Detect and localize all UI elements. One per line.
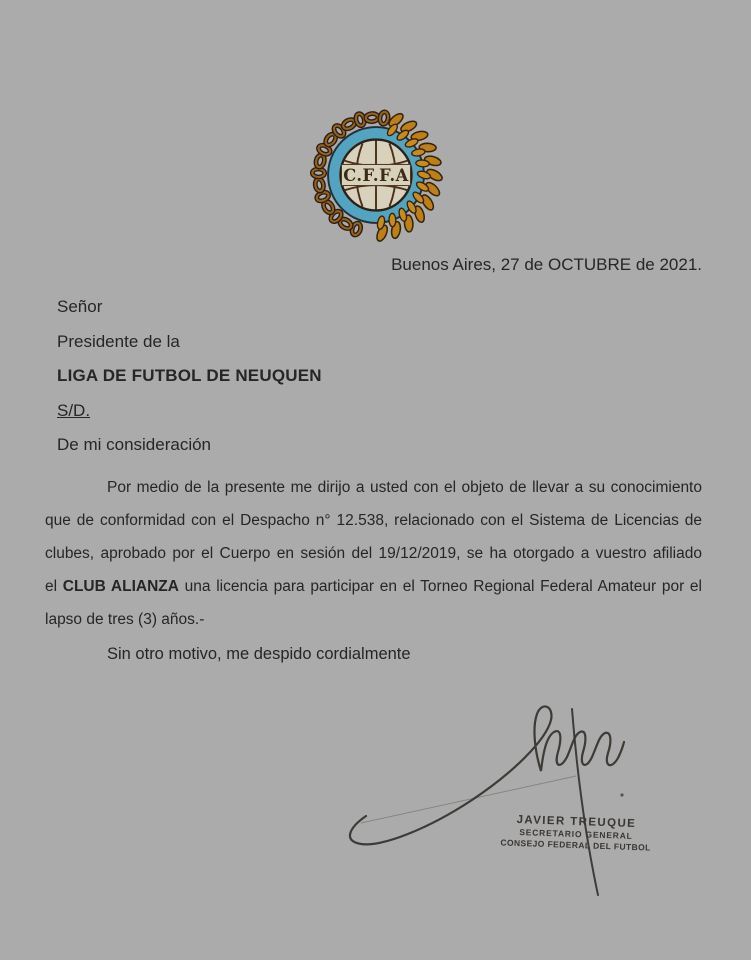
cffa-logo-text: C.F.F.A (343, 166, 409, 186)
letter-body (45, 471, 702, 636)
recipient-greeting: De mi consideración (57, 435, 212, 454)
recipient-salutation: Señor (57, 297, 103, 316)
signer-role: SECRETARIO GENERAL (519, 827, 633, 841)
recipient-organization: LIGA DE FUTBOL DE NEUQUEN (57, 366, 322, 385)
signature-block (495, 813, 656, 854)
body-line-5: lapso de tres (3) años.- (45, 611, 205, 628)
closing-line: Sin otro motivo, me despido cordialmente (107, 645, 411, 663)
body-line-4 (45, 570, 702, 603)
recipient-block (57, 290, 322, 463)
body-line-1: Por medio de la presente me dirijo a usted con el objeto de llevar a su conocimiento (107, 479, 702, 496)
recipient-title: Presidente de la (57, 331, 180, 351)
recipient-sd: S/D. (57, 400, 91, 420)
body-line-4-post: una licencia para participar en el Torneo Regional Federal Amateur por el (178, 578, 702, 595)
date-line: Buenos Aires, 27 de OCTUBRE de 2021. (391, 255, 702, 274)
body-line-3: clubes, aprobado por el Cuerpo en sesión del 19/12/2019, se ha otorgado a vuestro afiliado (45, 545, 702, 562)
body-line-4-pre: el (45, 578, 63, 595)
signer-name: JAVIER TREUQUE (516, 813, 637, 831)
cffa-logo-icon (306, 102, 446, 248)
club-name: CLUB ALIANZA (62, 578, 179, 595)
body-line-2: que de conformidad con el Despacho n° 12.538, relacionado con el Sistema de Licencias de (45, 512, 702, 529)
signer-organization: CONSEJO FEDERAL DEL FUTBOL (500, 837, 651, 853)
handwritten-signature (330, 675, 670, 900)
